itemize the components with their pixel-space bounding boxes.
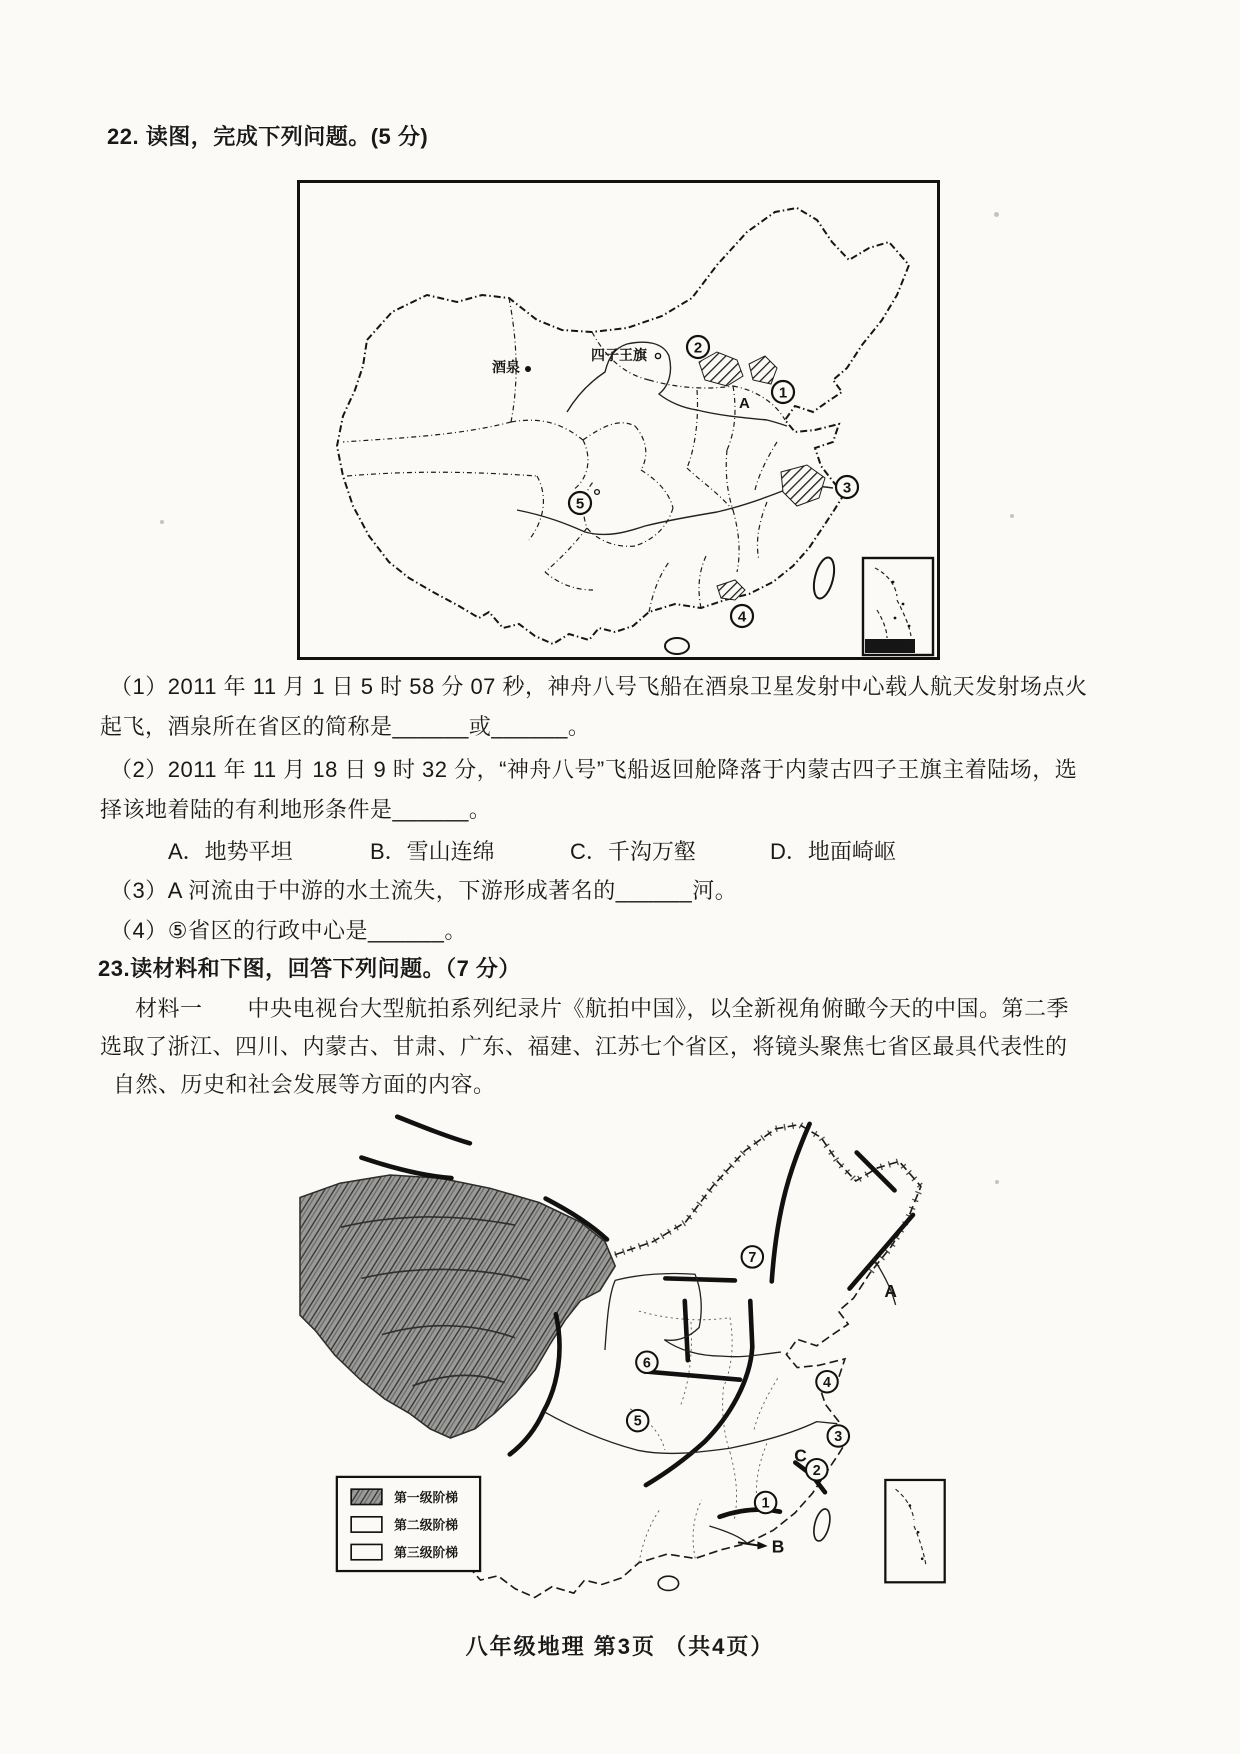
map1-jiuquan-dot bbox=[525, 366, 531, 372]
map2-changbai-short-range bbox=[857, 1152, 895, 1190]
map2-northeast-diagonal-range bbox=[850, 1215, 913, 1289]
map2-pearl-river bbox=[709, 1526, 747, 1543]
q22-part1-line2: 起飞，酒泉所在省区的简称是______或______。 bbox=[100, 714, 591, 739]
question-23-title: 23.读材料和下图，回答下列问题。（7 分） bbox=[98, 956, 521, 981]
map2-inset-frame bbox=[885, 1480, 944, 1582]
map2-marker-3-digit: 3 bbox=[834, 1429, 843, 1446]
q23-material-line3: 自然、历史和社会发展等方面的内容。 bbox=[113, 1072, 496, 1097]
q22-part1-line1: （1）2011 年 11 月 1 日 5 时 58 分 07 秒，神舟八号飞船在酒泉卫星发射中心载人航天发射场点火 bbox=[110, 674, 1088, 699]
map2-yinshan-range bbox=[665, 1278, 735, 1280]
map2-marker-7-digit: 7 bbox=[748, 1249, 757, 1266]
q23-material-line2: 选取了浙江、四川、内蒙古、甘肃、广东、福建、江苏七个省区，将镜头聚焦七省区最具代表性的 bbox=[100, 1034, 1068, 1059]
q22-part3: （3）A 河流由于中游的水土流失，下游形成著名的______河。 bbox=[110, 878, 738, 903]
map2-legend-label-step1: 第一级阶梯 bbox=[394, 1489, 459, 1505]
q22-option-a: A．地势平坦 bbox=[168, 839, 293, 864]
map1-chengdu-dot bbox=[595, 490, 600, 495]
map1-marker-3-digit: 3 bbox=[842, 479, 852, 497]
map1-hainan-island bbox=[665, 638, 689, 654]
map2-province-borders bbox=[630, 1311, 778, 1563]
map1-hatch-zone-near-1 bbox=[749, 356, 777, 384]
map2-taiwan-island bbox=[811, 1507, 833, 1542]
q22-part2-line2: 择该地着陆的有利地形条件是______。 bbox=[100, 797, 492, 822]
map2-marker-1-digit: 1 bbox=[761, 1495, 770, 1512]
map1-river-label-a: A bbox=[739, 395, 750, 412]
map2-legend-swatch-step2 bbox=[351, 1517, 382, 1532]
map1-marker-4-digit: 4 bbox=[737, 608, 747, 626]
map1-marker-1-digit: 1 bbox=[778, 384, 788, 402]
map2-nanhai-inset bbox=[885, 1480, 944, 1582]
map1-label-jiuquan: 酒泉 bbox=[492, 359, 520, 375]
map2-legend-label-step3: 第三级阶梯 bbox=[394, 1545, 459, 1561]
map1-inset-label: 南海诸岛 bbox=[870, 641, 910, 653]
map2-altai-range bbox=[397, 1117, 470, 1144]
scan-speckle bbox=[1010, 514, 1014, 518]
map2-taihang-range bbox=[750, 1301, 752, 1347]
q22-option-b: B．雪山连绵 bbox=[370, 839, 495, 864]
map1-marker-5-digit: 5 bbox=[575, 495, 585, 513]
map1-china-outline bbox=[337, 208, 909, 644]
map1-rivers bbox=[517, 339, 833, 534]
scan-speckle bbox=[995, 1180, 999, 1184]
map2-marker-6-digit: 6 bbox=[642, 1355, 651, 1372]
map2-rivers bbox=[544, 1258, 896, 1544]
map2-label-c: C bbox=[794, 1445, 807, 1466]
map2-label-a: A bbox=[884, 1280, 897, 1301]
map2-marker-4-digit: 4 bbox=[823, 1374, 831, 1391]
map2-daxinganling-range bbox=[772, 1124, 810, 1282]
q22-part2-line1: （2）2011 年 11 月 18 日 9 时 32 分，“神舟八号”飞船返回舱降落于内蒙古四子王旗主着陆场，选 bbox=[110, 757, 1078, 782]
question-22-title: 22. 读图，完成下列问题。(5 分) bbox=[107, 124, 429, 149]
map2-qinling-range bbox=[645, 1371, 740, 1379]
page-footer: 八年级地理 第3页 （共4页） bbox=[465, 1634, 775, 1659]
map2-label-b: B bbox=[771, 1536, 785, 1557]
map1-marker-2-digit: 2 bbox=[693, 339, 703, 357]
map2-legend bbox=[337, 1477, 480, 1571]
map2-legend-swatch-step1 bbox=[351, 1489, 382, 1504]
q22-part4: （4）⑤省区的行政中心是______。 bbox=[110, 918, 467, 943]
map2-b-arrow bbox=[738, 1541, 768, 1549]
q22-option-d: D．地面崎岖 bbox=[770, 839, 896, 864]
map2-hainan-island bbox=[658, 1576, 678, 1590]
map1-province-borders bbox=[343, 298, 788, 612]
map2-marker-2-digit: 2 bbox=[812, 1462, 821, 1479]
map-q22-china bbox=[297, 180, 940, 660]
map2-legend-swatch-step3 bbox=[351, 1544, 382, 1559]
map2-yellow-river bbox=[605, 1274, 781, 1357]
map2-wushan-xuefeng-range bbox=[646, 1347, 752, 1485]
map1-hatched-zones bbox=[699, 352, 825, 600]
map1-label-siziwangqi: 四子王旗 bbox=[591, 347, 647, 363]
scan-speckle bbox=[160, 520, 164, 524]
map1-hatch-zone-near-3 bbox=[781, 465, 825, 506]
map1-hatch-zone-near-2 bbox=[699, 352, 743, 386]
scan-speckle bbox=[994, 212, 999, 217]
map1-taiwan-island bbox=[810, 555, 838, 600]
map2-legend-label-step2: 第二级阶梯 bbox=[394, 1517, 459, 1533]
q23-material-line1: 材料一 中央电视台大型航拍系列纪录片《航拍中国》，以全新视角俯瞰今天的中国。第二季 bbox=[135, 996, 1070, 1021]
q22-option-c: C．千沟万壑 bbox=[570, 839, 696, 864]
map-q23-terrain-steps bbox=[300, 1100, 958, 1600]
map2-yangtze-river bbox=[544, 1411, 838, 1453]
map1-nanhai-inset bbox=[863, 558, 933, 655]
map2-tianshan-range bbox=[361, 1158, 451, 1178]
map2-first-step-plateau bbox=[300, 1175, 615, 1438]
map2-letter-labels bbox=[772, 1281, 898, 1557]
map2-marker-5-digit: 5 bbox=[633, 1413, 642, 1430]
map1-siziwangqi-dot bbox=[655, 353, 660, 358]
